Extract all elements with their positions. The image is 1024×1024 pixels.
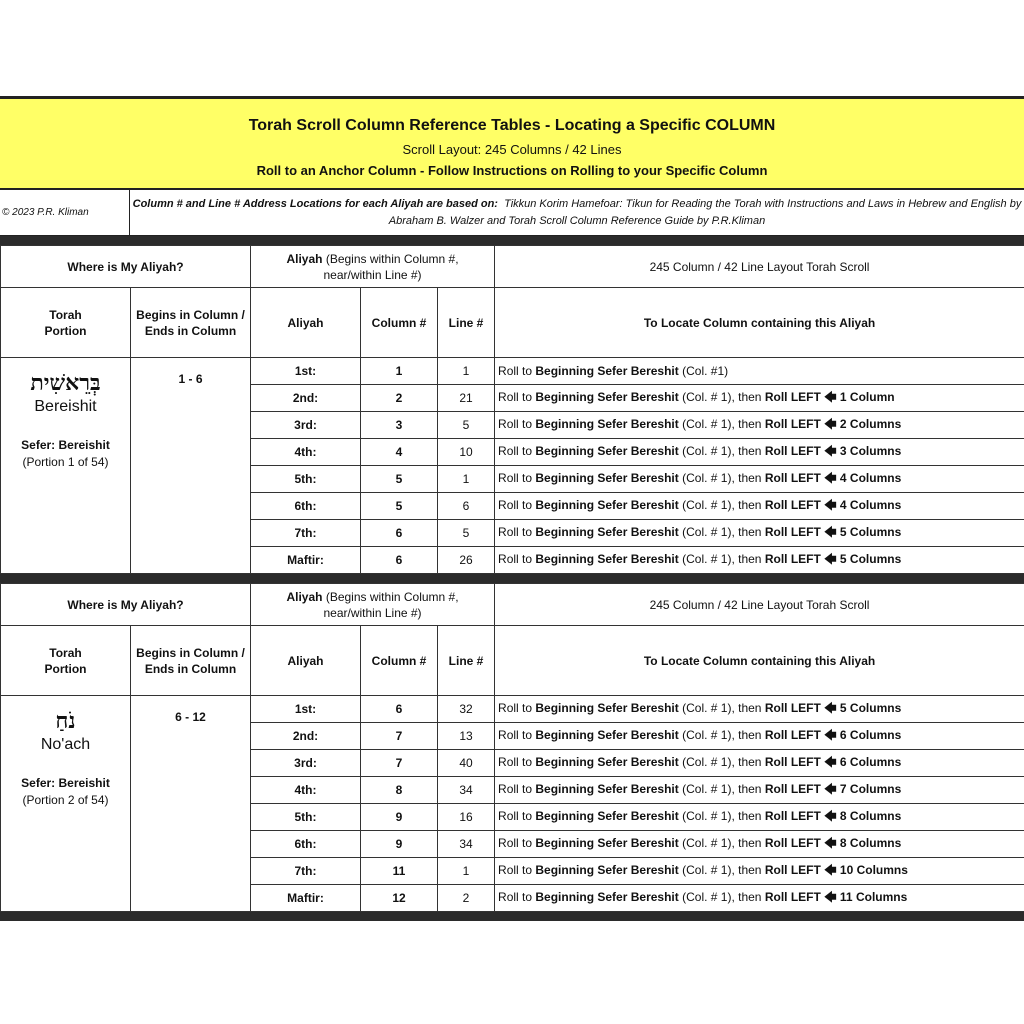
portion-number: (Portion 2 of 54): [22, 793, 109, 807]
anchor-text: Beginning Sefer Bereshit: [535, 416, 679, 431]
roll-left-text: Roll LEFT: [764, 470, 821, 485]
roll-left-text: Roll LEFT: [764, 524, 821, 539]
roll-to-text: Roll to: [498, 727, 533, 742]
aliyah-begins-header: [251, 584, 495, 626]
aliyah-label: 7th:: [251, 520, 361, 547]
anchor-column-text: (Col. # 1), then: [682, 754, 762, 769]
anchor-column-text: (Col. # 1), then: [682, 781, 762, 796]
portion-name-cell: [1, 696, 131, 912]
aliyah-label: 1st:: [251, 696, 361, 723]
column-num-header: Column #: [361, 288, 438, 358]
torah-portion-header: [1, 626, 131, 696]
anchor-text: Beginning Sefer Bereshit: [535, 862, 679, 877]
source-row: [0, 190, 1024, 236]
anchor-text: Beginning Sefer Bereshit: [535, 524, 679, 539]
source-citation: [130, 190, 1024, 235]
roll-count: 2 Columns: [839, 416, 902, 431]
layout-header: 245 Column / 42 Line Layout Torah Scroll: [495, 246, 1024, 288]
portion-english-name: Bereishit: [34, 398, 97, 415]
roll-left-text: Roll LEFT: [764, 416, 821, 431]
locate-instruction: [495, 696, 1024, 723]
line-number: 34: [438, 777, 495, 804]
roll-to-text: Roll to: [498, 524, 533, 539]
anchor-text: Beginning Sefer Bereshit: [535, 364, 679, 378]
column-number: 3: [361, 412, 438, 439]
aliyah-begins-note-2: near/within Line #): [323, 267, 422, 282]
line-number: 5: [438, 520, 495, 547]
anchor-text: Beginning Sefer Bereshit: [535, 551, 679, 566]
locate-instruction: [495, 831, 1024, 858]
aliyah-label: 5th:: [251, 804, 361, 831]
column-number: 9: [361, 831, 438, 858]
aliyah-label: 6th:: [251, 831, 361, 858]
roll-left-text: Roll LEFT: [764, 754, 821, 769]
roll-to-text: Roll to: [498, 754, 533, 769]
left-arrow-icon: 🡄: [824, 551, 837, 566]
anchor-text: Beginning Sefer Bereshit: [535, 754, 679, 769]
column-number: 11: [361, 858, 438, 885]
column-number: 7: [361, 723, 438, 750]
anchor-column-text: (Col. # 1), then: [682, 889, 762, 904]
roll-to-text: Roll to: [498, 808, 533, 823]
anchor-column-text: (Col. # 1), then: [682, 416, 762, 431]
column-number: 5: [361, 493, 438, 520]
aliyah-row: [1, 358, 1024, 385]
line-num-header: Line #: [438, 288, 495, 358]
roll-to-text: Roll to: [498, 835, 533, 850]
locate-instruction: [495, 493, 1024, 520]
aliyah-label: Maftir:: [251, 885, 361, 912]
begins-ends-header: [131, 626, 251, 696]
column-number: 6: [361, 696, 438, 723]
roll-to-text: Roll to: [498, 551, 533, 566]
aliyah-label: 4th:: [251, 777, 361, 804]
source-author-2: by P.R.Kliman: [696, 215, 766, 227]
roll-count: 6 Columns: [839, 754, 902, 769]
anchor-text: Beginning Sefer Bereshit: [535, 808, 679, 823]
line-number: 1: [438, 358, 495, 385]
left-arrow-icon: 🡄: [824, 443, 837, 458]
portion-hebrew-name: נֹחַ: [55, 708, 76, 734]
locate-instruction: [495, 885, 1024, 912]
locate-header: To Locate Column containing this Aliyah: [495, 626, 1024, 696]
anchor-column-text: (Col. # 1), then: [682, 443, 762, 458]
anchor-text: Beginning Sefer Bereshit: [535, 835, 679, 850]
portion-table: [0, 245, 1024, 574]
locate-instruction: [495, 439, 1024, 466]
aliyah-begins-note-2: near/within Line #): [323, 605, 422, 620]
left-arrow-icon: 🡄: [824, 497, 837, 512]
where-header: Where is My Aliyah?: [1, 246, 251, 288]
anchor-text: Beginning Sefer Bereshit: [535, 497, 679, 512]
left-arrow-icon: 🡄: [824, 524, 837, 539]
roll-left-text: Roll LEFT: [764, 389, 821, 404]
left-arrow-icon: 🡄: [824, 781, 837, 796]
aliyah-label: 5th:: [251, 466, 361, 493]
aliyah-label: 2nd:: [251, 385, 361, 412]
page-title: Torah Scroll Column Reference Tables - Locating a Specific COLUMN: [248, 117, 776, 134]
roll-count: 8 Columns: [839, 835, 902, 850]
line-number: 13: [438, 723, 495, 750]
anchor-column-text: (Col. # 1), then: [682, 551, 762, 566]
roll-count: 1 Column: [839, 389, 895, 404]
line-num-header: Line #: [438, 626, 495, 696]
roll-count: 6 Columns: [839, 727, 902, 742]
locate-header: To Locate Column containing this Aliyah: [495, 288, 1024, 358]
aliyah-begins-note-1: (Begins within Column #,: [325, 589, 459, 604]
portion-sefer: Sefer: Bereishit: [21, 438, 110, 452]
locate-instruction: [495, 804, 1024, 831]
line-number: 32: [438, 696, 495, 723]
aliyah-begins-label: Aliyah: [286, 589, 323, 604]
left-arrow-icon: 🡄: [824, 889, 837, 904]
portion-hebrew-name: בְּרֵאשִׁית: [30, 370, 101, 396]
layout-header: 245 Column / 42 Line Layout Torah Scroll: [495, 584, 1024, 626]
roll-left-text: Roll LEFT: [764, 551, 821, 566]
anchor-text: Beginning Sefer Bereshit: [535, 727, 679, 742]
section-divider: [0, 912, 1024, 921]
anchor-text: Beginning Sefer Bereshit: [535, 781, 679, 796]
line-number: 6: [438, 493, 495, 520]
column-range: 1 - 6: [131, 358, 251, 574]
line-number: 2: [438, 885, 495, 912]
column-number: 1: [361, 358, 438, 385]
where-header: Where is My Aliyah?: [1, 584, 251, 626]
line-number: 16: [438, 804, 495, 831]
aliyah-header: Aliyah: [251, 626, 361, 696]
title-banner: [0, 96, 1024, 190]
aliyah-header: Aliyah: [251, 288, 361, 358]
anchor-column-text: (Col. # 1), then: [682, 727, 762, 742]
scroll-layout-subtitle: Scroll Layout: 245 Columns / 42 Lines: [402, 142, 622, 157]
column-num-header: Column #: [361, 626, 438, 696]
locate-instruction: [495, 547, 1024, 574]
aliyah-label: 3rd:: [251, 412, 361, 439]
aliyah-label: Maftir:: [251, 547, 361, 574]
aliyah-label: 2nd:: [251, 723, 361, 750]
torah-portion-header: [1, 288, 131, 358]
portion-sefer: Sefer: Bereishit: [21, 776, 110, 790]
roll-left-text: Roll LEFT: [764, 781, 821, 796]
column-number: 12: [361, 885, 438, 912]
column-number: 2: [361, 385, 438, 412]
locate-instruction: [495, 412, 1024, 439]
roll-left-text: Roll LEFT: [764, 835, 821, 850]
aliyah-label: 3rd:: [251, 750, 361, 777]
torah-label: Torah: [49, 307, 82, 322]
column-number: 6: [361, 547, 438, 574]
roll-count: 7 Columns: [839, 781, 902, 796]
column-range: 6 - 12: [131, 696, 251, 912]
aliyah-begins-header: [251, 246, 495, 288]
anchor-text: Beginning Sefer Bereshit: [535, 470, 679, 485]
roll-left-text: Roll LEFT: [764, 443, 821, 458]
source-author-1: by Abraham B. Walzer and: [388, 198, 1022, 227]
anchor-column-text: (Col. # 1), then: [682, 524, 762, 539]
anchor-text: Beginning Sefer Bereshit: [535, 889, 679, 904]
locate-instruction: [495, 385, 1024, 412]
portion-name-cell: [1, 358, 131, 574]
portion-label: Portion: [44, 661, 87, 676]
anchor-column-text: (Col. # 1), then: [682, 470, 762, 485]
line-number: 26: [438, 547, 495, 574]
roll-left-text: Roll LEFT: [764, 889, 821, 904]
locate-instruction: [495, 777, 1024, 804]
anchor-text: Beginning Sefer Bereshit: [535, 700, 679, 715]
roll-count: 8 Columns: [839, 808, 902, 823]
column-number: 5: [361, 466, 438, 493]
begins-label: Begins in Column /: [136, 307, 245, 322]
portion-tables: [0, 245, 1024, 921]
source-book-2: Torah Scroll Column Reference Guide: [508, 215, 694, 227]
locate-instruction: [495, 723, 1024, 750]
rolling-instruction: Roll to an Anchor Column - Follow Instructions on Rolling to your Specific Column: [256, 163, 768, 178]
roll-to-text: Roll to: [498, 862, 533, 877]
roll-to-text: Roll to: [498, 443, 533, 458]
left-arrow-icon: 🡄: [824, 808, 837, 823]
section-divider: [0, 236, 1024, 245]
line-number: 1: [438, 858, 495, 885]
roll-count: 5 Columns: [839, 700, 902, 715]
portion-english-name: No'ach: [40, 736, 91, 753]
copyright-notice: © 2023 P.R. Kliman: [0, 190, 130, 235]
line-number: 1: [438, 466, 495, 493]
roll-to-text: Roll to: [498, 416, 533, 431]
torah-label: Torah: [49, 645, 82, 660]
column-number: 8: [361, 777, 438, 804]
anchor-text: Beginning Sefer Bereshit: [535, 443, 679, 458]
anchor-column-text: (Col. # 1), then: [682, 808, 762, 823]
begins-label: Begins in Column /: [136, 645, 245, 660]
locate-instruction: [495, 858, 1024, 885]
roll-count: 4 Columns: [839, 497, 902, 512]
roll-count: 10 Columns: [839, 862, 908, 877]
anchor-column-text: (Col. # 1), then: [682, 862, 762, 877]
locate-instruction: [495, 358, 1024, 385]
anchor-column-text: (Col. # 1), then: [682, 389, 762, 404]
aliyah-label: 1st:: [251, 358, 361, 385]
anchor-column-text: (Col. # 1), then: [682, 835, 762, 850]
roll-count: 5 Columns: [839, 551, 902, 566]
column-number: 4: [361, 439, 438, 466]
aliyah-label: 7th:: [251, 858, 361, 885]
roll-count: 4 Columns: [839, 470, 902, 485]
aliyah-label: 4th:: [251, 439, 361, 466]
aliyah-begins-label: Aliyah: [286, 251, 323, 266]
column-number: 6: [361, 520, 438, 547]
ends-label: Ends in Column: [144, 661, 237, 676]
anchor-text: Beginning Sefer Bereshit: [535, 389, 679, 404]
ends-label: Ends in Column: [144, 323, 237, 338]
left-arrow-icon: 🡄: [824, 470, 837, 485]
line-number: 21: [438, 385, 495, 412]
roll-left-text: Roll LEFT: [764, 862, 821, 877]
aliyah-label: 6th:: [251, 493, 361, 520]
left-arrow-icon: 🡄: [824, 727, 837, 742]
source-lead: Column # and Line # Address Locations for each Aliyah are based on:: [132, 198, 498, 210]
roll-to-text: Roll to: [498, 470, 533, 485]
portion-label: Portion: [44, 323, 87, 338]
roll-to-text: Roll to: [498, 700, 533, 715]
roll-to-text: Roll to: [498, 781, 533, 796]
line-number: 10: [438, 439, 495, 466]
roll-count: 3 Columns: [839, 443, 902, 458]
line-number: 34: [438, 831, 495, 858]
begins-ends-header: [131, 288, 251, 358]
roll-count: 5 Columns: [839, 524, 902, 539]
left-arrow-icon: 🡄: [824, 754, 837, 769]
roll-to-text: Roll to: [498, 889, 533, 904]
left-arrow-icon: 🡄: [824, 416, 837, 431]
portion-number: (Portion 1 of 54): [22, 455, 109, 469]
roll-left-text: Roll LEFT: [764, 727, 821, 742]
locate-instruction: [495, 520, 1024, 547]
aliyah-begins-note-1: (Begins within Column #,: [325, 251, 459, 266]
anchor-column-text: (Col. # 1), then: [682, 700, 762, 715]
left-arrow-icon: 🡄: [824, 700, 837, 715]
aliyah-row: [1, 696, 1024, 723]
line-number: 5: [438, 412, 495, 439]
anchor-column-text: (Col. #1): [682, 364, 729, 378]
reference-sheet: [0, 96, 1024, 921]
roll-left-text: Roll LEFT: [764, 700, 821, 715]
roll-to-text: Roll to: [498, 364, 533, 378]
left-arrow-icon: 🡄: [824, 835, 837, 850]
locate-instruction: [495, 750, 1024, 777]
roll-count: 11 Columns: [839, 889, 908, 904]
column-number: 7: [361, 750, 438, 777]
source-book-1: Tikkun Korim Hamefoar: Tikun for Reading the Torah with Instructions and Laws in Hebrew and English: [504, 198, 1007, 210]
roll-to-text: Roll to: [498, 389, 533, 404]
locate-instruction: [495, 466, 1024, 493]
roll-left-text: Roll LEFT: [764, 497, 821, 512]
roll-left-text: Roll LEFT: [764, 808, 821, 823]
column-number: 9: [361, 804, 438, 831]
left-arrow-icon: 🡄: [824, 862, 837, 877]
section-divider: [0, 574, 1024, 583]
left-arrow-icon: 🡄: [824, 389, 837, 404]
roll-to-text: Roll to: [498, 497, 533, 512]
line-number: 40: [438, 750, 495, 777]
anchor-column-text: (Col. # 1), then: [682, 497, 762, 512]
portion-table: [0, 583, 1024, 912]
